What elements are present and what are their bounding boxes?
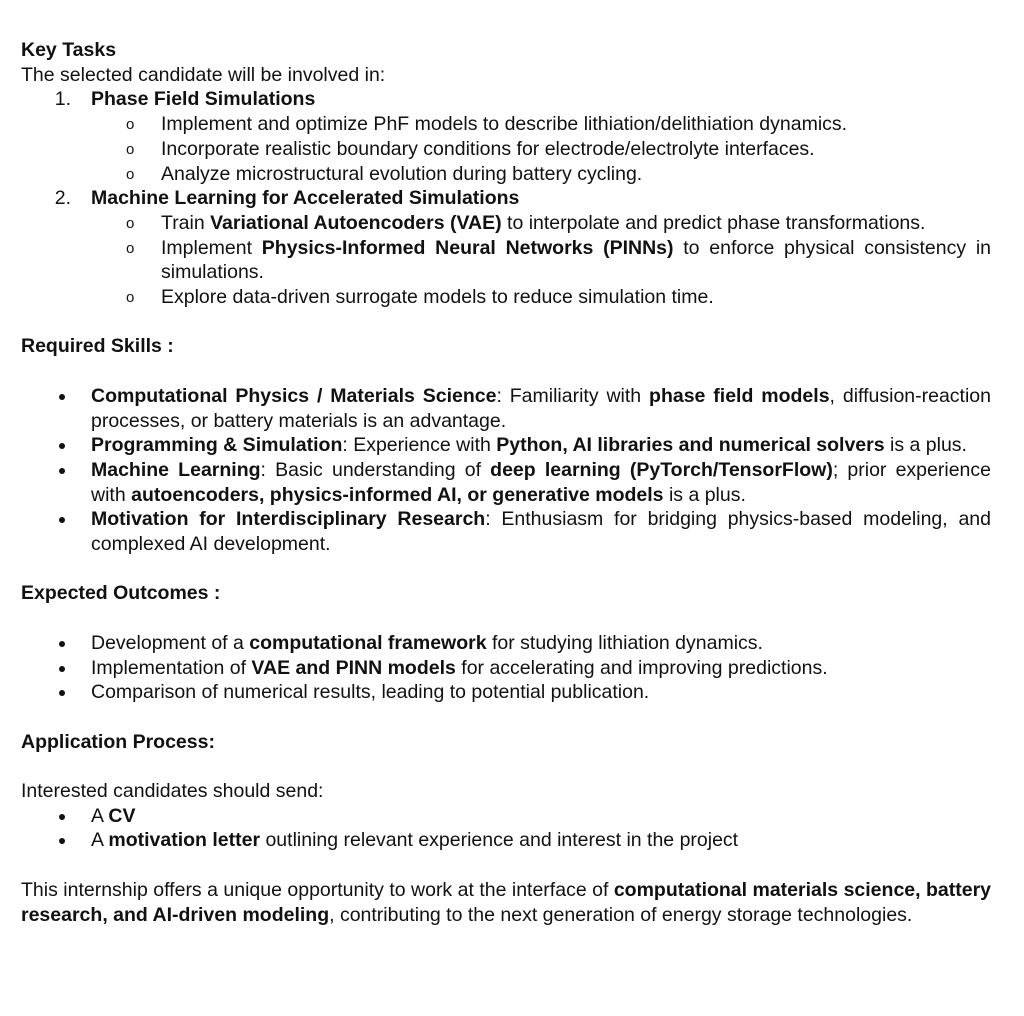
- expected-outcomes-heading: Expected Outcomes :: [21, 582, 221, 605]
- bullet-icon: [21, 804, 91, 829]
- bullet-icon: [21, 458, 91, 507]
- skill-item: Motivation for Interdisciplinary Research: Enthusiasm for bridging physics-based modeling, and complexed AI development.: [21, 507, 991, 556]
- application-item: A motivation letter outlining relevant experience and interest in the project: [21, 828, 991, 853]
- skill-item: Machine Learning: Basic understanding of deep learning (PyTorch/TensorFlow); prior experience with autoencoders, physics-informed AI, or generative models is a plus.: [21, 458, 991, 507]
- key-tasks-intro: The selected candidate will be involved in:: [21, 63, 386, 86]
- application-intro: Interested candidates should send:: [21, 780, 324, 802]
- circle-bullet-icon: [21, 137, 161, 162]
- application-process-heading: Application Process:: [21, 730, 215, 753]
- task-title: Machine Learning for Accelerated Simulations: [91, 187, 520, 210]
- circle-bullet-icon: [21, 112, 161, 137]
- skill-item: Programming & Simulation: Experience with Python, AI libraries and numerical solvers is a plus.: [21, 433, 991, 458]
- task-subitem: o Train Variational Autoencoders (VAE) to interpolate and predict phase transformations.: [21, 211, 991, 236]
- task-subitem: o Implement and optimize PhF models to describe lithiation/delithiation dynamics.: [21, 112, 991, 137]
- application-item: A CV: [21, 804, 991, 829]
- bullet-icon: [21, 433, 91, 458]
- task-subitem: o Implement Physics-Informed Neural Networks (PINNs) to enforce physical consistency in simulations.: [21, 236, 991, 285]
- outcome-item: Development of a computational framework for studying lithiation dynamics.: [21, 631, 991, 656]
- task-item: [21, 186, 991, 211]
- key-tasks-heading: Key Tasks: [21, 39, 117, 61]
- circle-bullet-icon: [21, 285, 161, 310]
- closing-paragraph: This internship offers a unique opportunity to work at the interface of computational materials science, battery research, and AI-driven modeling, contributing to the next generation of energy storage technologies.: [21, 878, 992, 926]
- bullet-icon: [21, 631, 91, 656]
- outcome-item: Implementation of VAE and PINN models for accelerating and improving predictions.: [21, 656, 991, 681]
- outcome-item: Comparison of numerical results, leading to potential publication.: [21, 680, 991, 705]
- bullet-icon: [21, 680, 91, 705]
- skill-item: Computational Physics / Materials Science: Familiarity with phase field models, diffusion-reaction processes, or battery materials is an advantage.: [21, 384, 991, 433]
- task-subitem: o Incorporate realistic boundary conditions for electrode/electrolyte interfaces.: [21, 137, 991, 162]
- bullet-icon: [21, 384, 91, 433]
- bullet-icon: [21, 828, 91, 853]
- circle-bullet-icon: [21, 236, 161, 285]
- task-number: 1.: [54, 88, 71, 111]
- bullet-icon: [21, 507, 91, 556]
- bullet-icon: [21, 656, 91, 681]
- document-body: [21, 38, 991, 927]
- circle-bullet-icon: [21, 162, 161, 187]
- task-number: 2.: [54, 187, 71, 210]
- task-item: [21, 87, 991, 112]
- required-skills-heading: Required Skills :: [21, 335, 174, 358]
- circle-bullet-icon: [21, 211, 161, 236]
- task-subitem: o Analyze microstructural evolution during battery cycling.: [21, 162, 991, 187]
- task-subitem: o Explore data-driven surrogate models to reduce simulation time.: [21, 285, 991, 310]
- task-title: Phase Field Simulations: [91, 88, 316, 111]
